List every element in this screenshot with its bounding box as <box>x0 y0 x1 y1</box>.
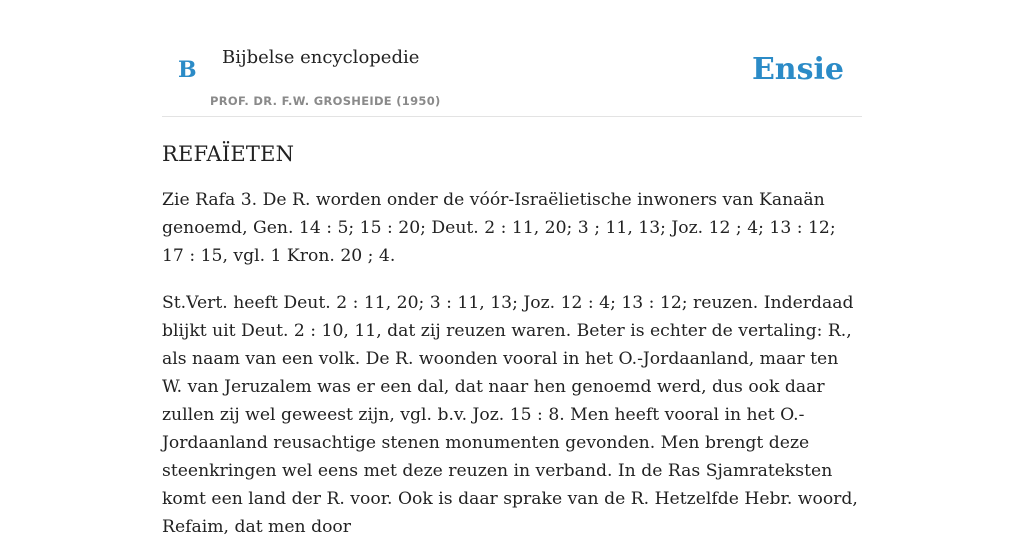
article <box>162 137 862 541</box>
article-paragraph-1: Zie Rafa 3. De R. worden onder de vóór-Israëlietische inwoners van Kanaän genoemd, Gen. 14 : 5; 15 : 20; Deut. 2 : 11, 20; 3 ; 11, 13; Joz. 12 ; 4; 13 : 12; 17 : 15, vgl. 1 Kron. 20 ; 4. <box>162 190 836 266</box>
book-letter-link[interactable]: B <box>178 57 197 83</box>
site-header <box>162 0 862 117</box>
entry-title: REFAÏETEN <box>162 142 295 166</box>
book-title-link[interactable]: Bijbelse encyclopedie <box>222 47 420 68</box>
ensie-logo-link[interactable]: Ensie <box>751 52 844 87</box>
article-paragraph-2: St.Vert. heeft Deut. 2 : 11, 20; 3 : 11, 13; Joz. 12 : 4; 13 : 12; reuzen. Inderdaad blijkt uit Deut. 2 : 10, 11, dat zij reuzen waren. Beter is echter de vertaling: R., als naam van een volk. De R. woonden vooral in het O.-Jordaanland, maar ten W. van Jeruzalem was er een dal, dat naar hen genoemd werd, dus ook daar zullen zij wel geweest zijn, vgl. b.v. Joz. 15 : 8. Men heeft vooral in het O.-Jordaanland reusachtige stenen monumenten gevonden. Men brengt deze steenkringen wel eens met deze reuzen in verband. In de Ras Sjamrateksten komt een land der R. voor. Ook is daar sprake van de R. Hetzelfde Hebr. woord, Refaim, dat men door <box>162 293 858 537</box>
book-author: PROF. DR. F.W. GROSHEIDE (1950) <box>210 94 441 108</box>
